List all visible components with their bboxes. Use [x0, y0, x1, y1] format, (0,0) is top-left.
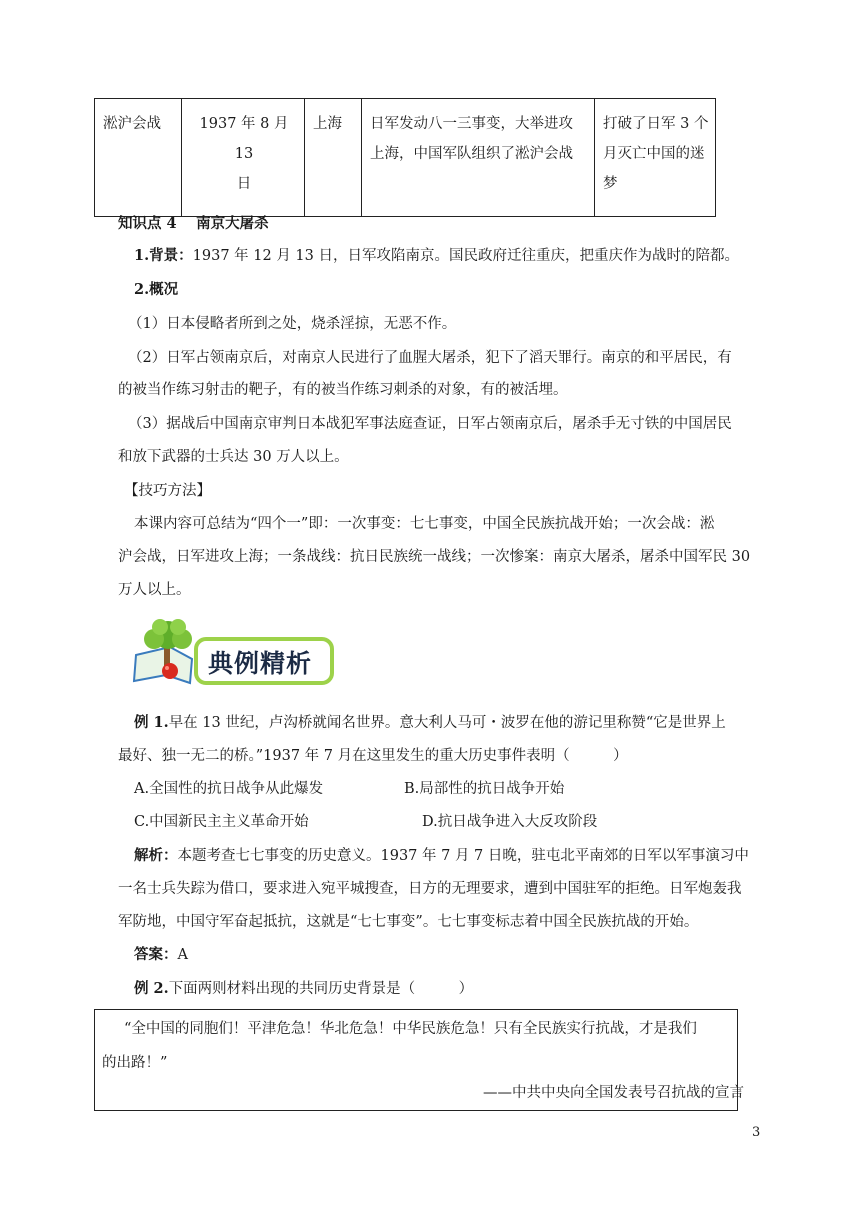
battle-place: 上海 — [313, 116, 342, 132]
option-d: D.抗日战争进入大反攻阶段 — [422, 814, 598, 830]
background-label: 1.背景： — [134, 247, 193, 264]
overview-label: 2.概况 — [134, 281, 179, 298]
battle-event-line1: 日军发动八一三事变，大举进攻 — [370, 116, 573, 132]
battle-meaning-line1: 打破了日军 3 个 — [603, 116, 709, 132]
analysis-line2: 一名士兵失踪为借口，要求进入宛平城搜查，日方的无理要求，遭到中国驻军的拒绝。日军炮轰我 — [118, 881, 742, 897]
option-a: A.全国性的抗日战争从此爆发 — [134, 781, 324, 797]
tips-line2: 沪会战，日军进攻上海；一条战线：抗日民族统一战线；一次惨案：南京大屠杀，屠杀中国军民 30 — [118, 549, 751, 565]
knowledge-heading: 知识点 4 南京大屠杀 — [118, 215, 269, 232]
battle-date-line2: 日 — [236, 176, 252, 192]
battle-name-cell — [95, 99, 182, 217]
overview-item-3-line1: （3）据战后中国南京审判日本战犯军事法庭查证，日军占领南京后，屠杀手无寸铁的中国居民 — [128, 416, 732, 432]
battle-place-cell — [305, 99, 362, 217]
tips-heading: 【技巧方法】 — [124, 483, 211, 499]
example1-label: 例 1. — [134, 714, 169, 731]
overview-item-2-line2: 的被当作练习射击的靶子，有的被当作练习刺杀的对象，有的被活埋。 — [118, 382, 568, 398]
analysis-line1 — [134, 846, 749, 866]
background-paragraph — [134, 246, 739, 266]
battle-table — [94, 98, 716, 217]
option-b: B.局部性的抗日战争开始 — [404, 781, 565, 797]
example1-line1 — [134, 713, 726, 733]
page-number: 3 — [752, 1125, 761, 1140]
tips-line1: 本课内容可总结为“四个一”即：一次事变：七七事变，中国全民族抗战开始；一次会战：淞 — [134, 516, 715, 532]
overview-item-3-line2: 和放下武器的士兵达 30 万人以上。 — [118, 449, 349, 465]
battle-date-cell — [182, 99, 305, 217]
example2-line — [134, 979, 473, 999]
battle-event-cell — [362, 99, 595, 217]
answer-value: A — [177, 947, 188, 963]
analysis-text1: 本题考查七七事变的历史意义。1937 年 7 月 7 日晚，驻屯北平南郊的日军以军事演习中 — [177, 848, 749, 864]
example-section-title: 典例精析 — [208, 649, 313, 678]
battle-meaning-cell — [595, 99, 716, 217]
option-c: C.中国新民主主义革命开始 — [134, 814, 309, 830]
table-row — [95, 99, 716, 217]
quote-line2: 的出路！” — [102, 1055, 168, 1071]
battle-meaning-line2: 月灭亡中国的迷 — [603, 146, 705, 162]
example1-line2: 最好、独一无二的桥。”1937 年 7 月在这里发生的重大历史事件表明（ ） — [118, 748, 628, 764]
example1-text1: 早在 13 世纪，卢沟桥就闻名世界。意大利人马可・波罗在他的游记里称赞“它是世界上 — [168, 715, 726, 731]
example2-label: 例 2. — [134, 980, 169, 997]
battle-meaning-line3: 梦 — [603, 176, 618, 192]
battle-event-line2: 上海，中国军队组织了淞沪会战 — [370, 146, 573, 162]
battle-date-line1: 1937 年 8 月 13 — [199, 116, 289, 162]
analysis-line3: 军防地，中国守军奋起抵抗，这就是“七七事变”。七七事变标志着中国全民族抗战的开始。 — [118, 914, 699, 930]
answer-line — [134, 945, 188, 965]
battle-name: 淞沪会战 — [103, 116, 161, 132]
analysis-label: 解析： — [134, 847, 178, 864]
quote-source: ——中共中央向全国发表号召抗战的宣言 — [483, 1085, 744, 1101]
overview-item-2-line1: （2）日军占领南京后，对南京人民进行了血腥大屠杀，犯下了滔天罪行。南京的和平居民，有 — [128, 350, 732, 366]
example2-stem: 下面两则材料出现的共同历史背景是（ ） — [168, 981, 474, 997]
background-text: 1937 年 12 月 13 日，日军攻陷南京。国民政府迁往重庆，把重庆作为战时的陪都。 — [192, 248, 739, 264]
quote-line1: “全中国的同胞们！平津危急！华北危急！中华民族危急！只有全民族实行抗战，才是我们 — [124, 1021, 697, 1037]
overview-item-1: （1）日本侵略者所到之处，烧杀淫掠，无恶不作。 — [128, 316, 457, 332]
tips-line3: 万人以上。 — [118, 582, 191, 598]
answer-label: 答案： — [134, 946, 178, 963]
